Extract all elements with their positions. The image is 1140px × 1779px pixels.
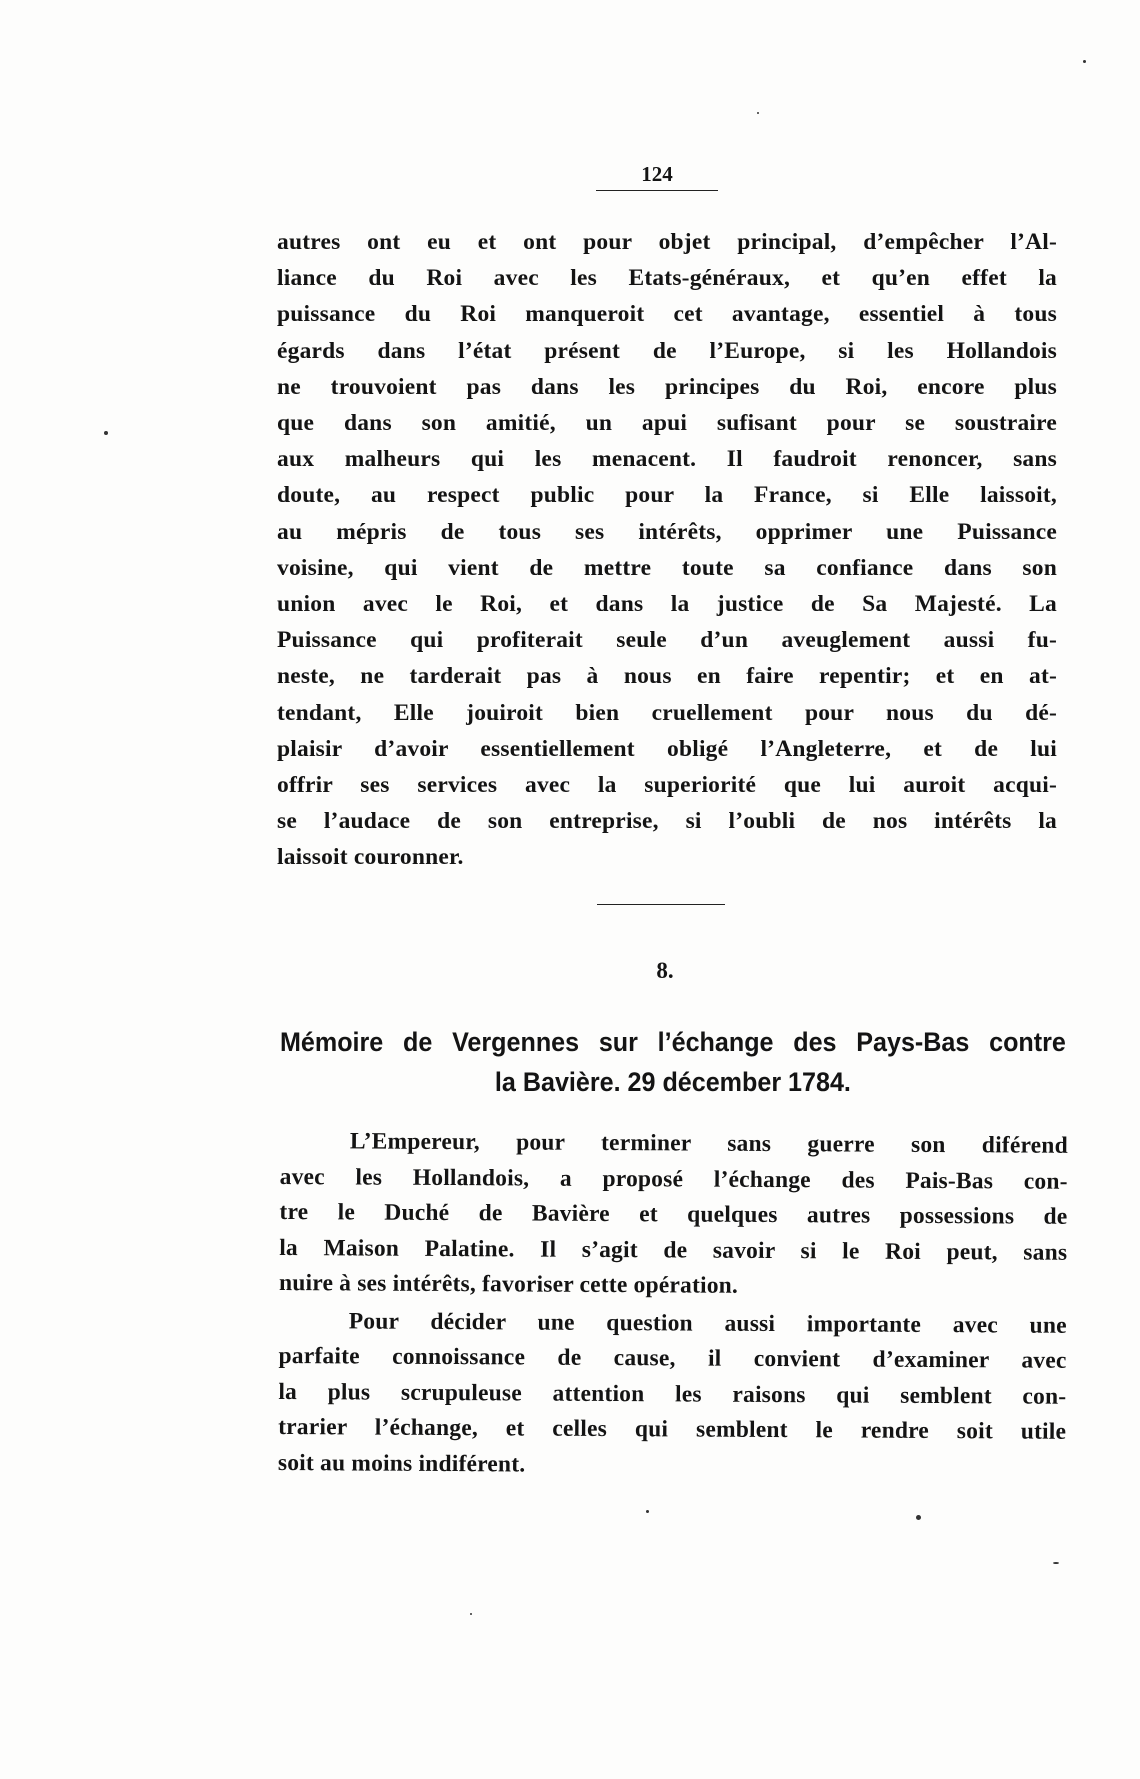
text-line: nuire à ses intérêts, favoriser cette opération. [278,1269,739,1299]
text-line: voisine, qui vient de mettre toute sa confiance dans son [277,554,1057,581]
text-line: que dans son amitié, un apui sufisant pour se soustraire [277,410,1057,437]
text-line: ne trouvoient pas dans les principes du Roi, encore plus [277,373,1057,400]
text-line: la plus scrupuleuse attention les raisons qui semblent con- [278,1378,1067,1410]
text-line: aux malheurs qui les menacent. Il faudroit renoncer, sans [277,446,1057,473]
text-line: au mépris de tous ses intérêts, opprimer une Puissance [277,518,1057,545]
text-line: avec les Hollandois, a proposé l’échange des Pais-Bas con- [279,1163,1068,1195]
text-line: plaisir d’avoir essentiellement obligé l’Angleterre, et de lui [277,735,1057,762]
text-line: se l’audace de son entreprise, si l’oubli de nos intérêts la [277,808,1057,835]
text-line: liance du Roi avec les Etats-généraux, et qu’en effet la [277,265,1057,292]
section-separator-rule [597,904,725,905]
section-heading-line: Mémoire de Vergennes sur l’échange des Pays-Bas contre [280,1027,1066,1057]
continued-text-block [277,224,1057,876]
text-line: Puissance qui profiterait seule d’un aveuglement aussi fu- [277,627,1057,654]
text-line: offrir ses services avec la superiorité que lui auroit acqui- [277,772,1057,799]
section-heading-line: la Bavière. 29 décember 1784. [494,1067,851,1097]
section-number: 8. [656,958,674,983]
text-line: tendant, Elle jouiroit bien cruellement pour nous du dé- [277,699,1057,726]
text-line: union avec le Roi, et dans la justice de Sa Majesté. La [277,591,1057,618]
text-line: trarier l’échange, et celles qui semblent le rendre soit utile [278,1413,1067,1445]
text-line: égards dans l’état présent de l’Europe, si les Hollandois [277,337,1057,364]
text-line: L’Empereur, pour terminer sans guerre son diférend [349,1128,1068,1159]
page-header [596,162,718,191]
text-line: doute, au respect public pour la France, si Elle laissoit, [277,482,1057,509]
page-number: 124 [641,162,673,186]
page-number-rule [596,190,718,191]
scan-speck [470,1613,472,1615]
text-line: autres ont eu et ont pour objet principal, d’empêcher l’Al- [277,229,1057,255]
text-line: neste, ne tarderait pas à nous en faire repentir; et en at- [277,663,1057,690]
scan-speck [104,431,108,435]
text-line: la Maison Palatine. Il s’agit de savoir si le Roi peut, sans [279,1234,1068,1266]
scan-speck [1083,60,1086,63]
text-line: soit au moins indiférent. [277,1449,526,1478]
scan-speck [646,1510,649,1513]
memoire-text-block [278,1124,1068,1486]
text-line: tre le Duché de Bavière et quelques autres possessions de [279,1198,1068,1230]
scan-speck [1053,1562,1059,1564]
text-line: laissoit couronner. [277,844,464,871]
section-heading [280,1022,1066,1102]
text-line: Pour décider une question aussi importante avec une [348,1307,1067,1339]
scan-speck [916,1515,921,1520]
text-line: parfaite connoissance de cause, il convient d’examiner avec [278,1342,1067,1374]
text-line: puissance du Roi manqueroit cet avantage, essentiel à tous [277,301,1057,328]
scan-speck [757,112,759,114]
